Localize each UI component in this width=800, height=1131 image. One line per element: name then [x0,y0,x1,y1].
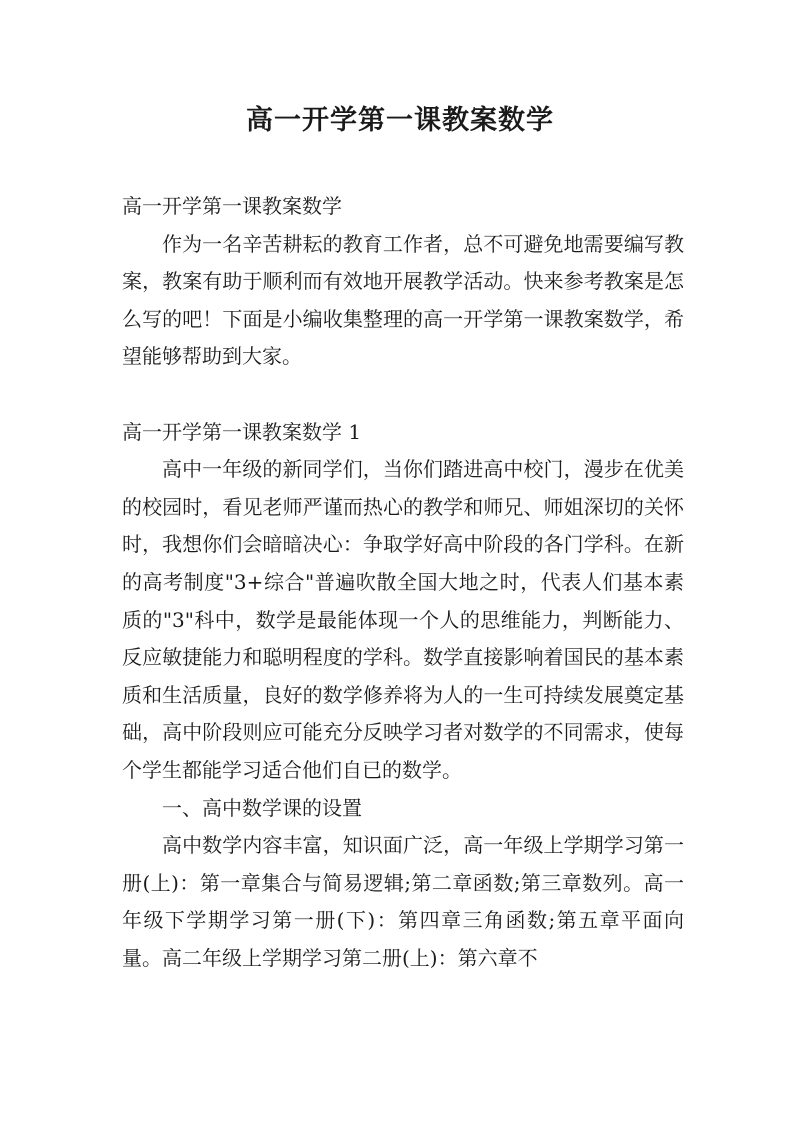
subsection-heading: 一、高中数学课的设置 [162,795,362,820]
section-1-paragraph-1: 高中一年级的新同学们，当你们踏进高中校门，漫步在优美的校园时，看见老师严谨而热心的教学和师兄、师姐深切的关怀时，我想你们会暗暗决心：争取学好高中阶段的各门学科。在新的高考制度"3+综合"普遍吹散全国大地之时，代表人们基本素质的"3"科中，数学是最能体现一个人的思维能力，判断能力、反应敏捷能力和聪明程度的学科。数学直接影响着国民的基本素质和生活质量，良好的数学修养将为人的一生可持续发展奠定基础，高中阶段则应可能充分反映学习者对数学的不同需求，使每个学生都能学习适合他们自已的数学。 [122,457,684,782]
section-1-paragraph-2: 高中数学内容丰富，知识面广泛，高一年级上学期学习第一册(上)：第一章集合与简易逻辑;第二章函数;第三章数列。高一年级下学期学习第一册(下)：第四章三角函数;第五章平面向量。高二年级上学期学习第二册(上)：第六章不 [122,833,684,970]
document-body [122,188,684,977]
document-title: 高一开学第一课教案数学 [246,105,554,136]
section-heading-intro: 高一开学第一课教案数学 [122,194,342,218]
paragraph-gap [122,376,684,414]
intro-paragraph: 作为一名辛苦耕耘的教育工作者，总不可避免地需要编写教案，教案有助于顺利而有效地开展教学活动。快来参考教案是怎么写的吧！下面是小编收集整理的高一开学第一课教案数学，希望能够帮助到大家。 [122,231,684,369]
section-heading-1: 高一开学第一课教案数学 1 [122,419,362,444]
